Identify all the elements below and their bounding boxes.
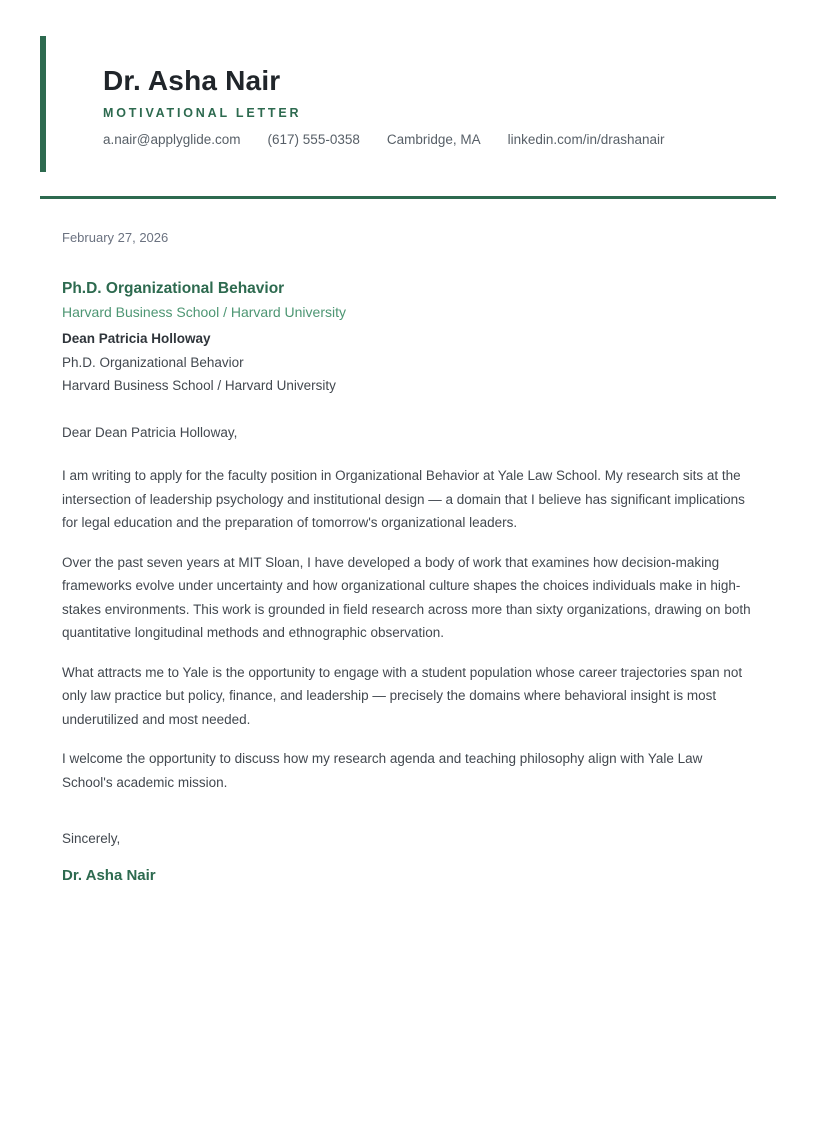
recipient-block [62, 327, 754, 398]
closing: Sincerely, [62, 831, 121, 846]
applicant-name: Dr. Asha Nair [103, 65, 281, 96]
letter-date: February 27, 2026 [62, 230, 169, 245]
document-type-label: MOTIVATIONAL LETTER [103, 106, 302, 120]
letter-page [0, 36, 816, 1136]
position-title: Ph.D. Organizational Behavior [62, 280, 285, 297]
position-institution: Harvard Business School / Harvard University [62, 304, 346, 320]
letter-header [40, 36, 776, 172]
body-paragraph-4: I welcome the opportunity to discuss how my research agenda and teaching philosophy align with Yale Law School's academic mission. [62, 751, 703, 790]
contact-row [103, 132, 776, 147]
contact-linkedin: linkedin.com/in/drashanair [507, 132, 665, 147]
contact-location: Cambridge, MA [386, 132, 481, 147]
contact-phone: (617) 555-0358 [267, 132, 360, 147]
header-divider [40, 196, 776, 199]
body-paragraph-2: Over the past seven years at MIT Sloan, I have developed a body of work that examines how decision-making frameworks evolve under uncertainty and how organizational culture shapes the choices individuals make in high-stakes environments. This work is grounded in field research across more than sixty organizations, drawing on both quantitative longitudinal methods and ethnographic observation. [62, 554, 751, 640]
body-paragraph-1: I am writing to apply for the faculty position in Organizational Behavior at Yale Law School. My research sits at the intersection of leadership psychology and institutional design — a domain that I believe has significant implications for legal education and the preparation of tomorrow's organizational leaders. [62, 468, 745, 530]
recipient-role: Ph.D. Organizational Behavior [62, 354, 244, 370]
recipient-name: Dean Patricia Holloway [62, 331, 211, 346]
signature-name: Dr. Asha Nair [62, 866, 156, 884]
position-block [62, 279, 754, 321]
recipient-institution: Harvard Business School / Harvard University [62, 378, 336, 393]
body-paragraph-3: What attracts me to Yale is the opportunity to engage with a student population whose career trajectories span not only law practice but policy, finance, and leadership — precisely the domains where behavioral insight is most underutilized and most needed. [62, 664, 743, 727]
contact-email: a.nair@applyglide.com [103, 132, 241, 147]
salutation: Dear Dean Patricia Holloway, [62, 424, 238, 440]
letter-body [62, 230, 754, 886]
